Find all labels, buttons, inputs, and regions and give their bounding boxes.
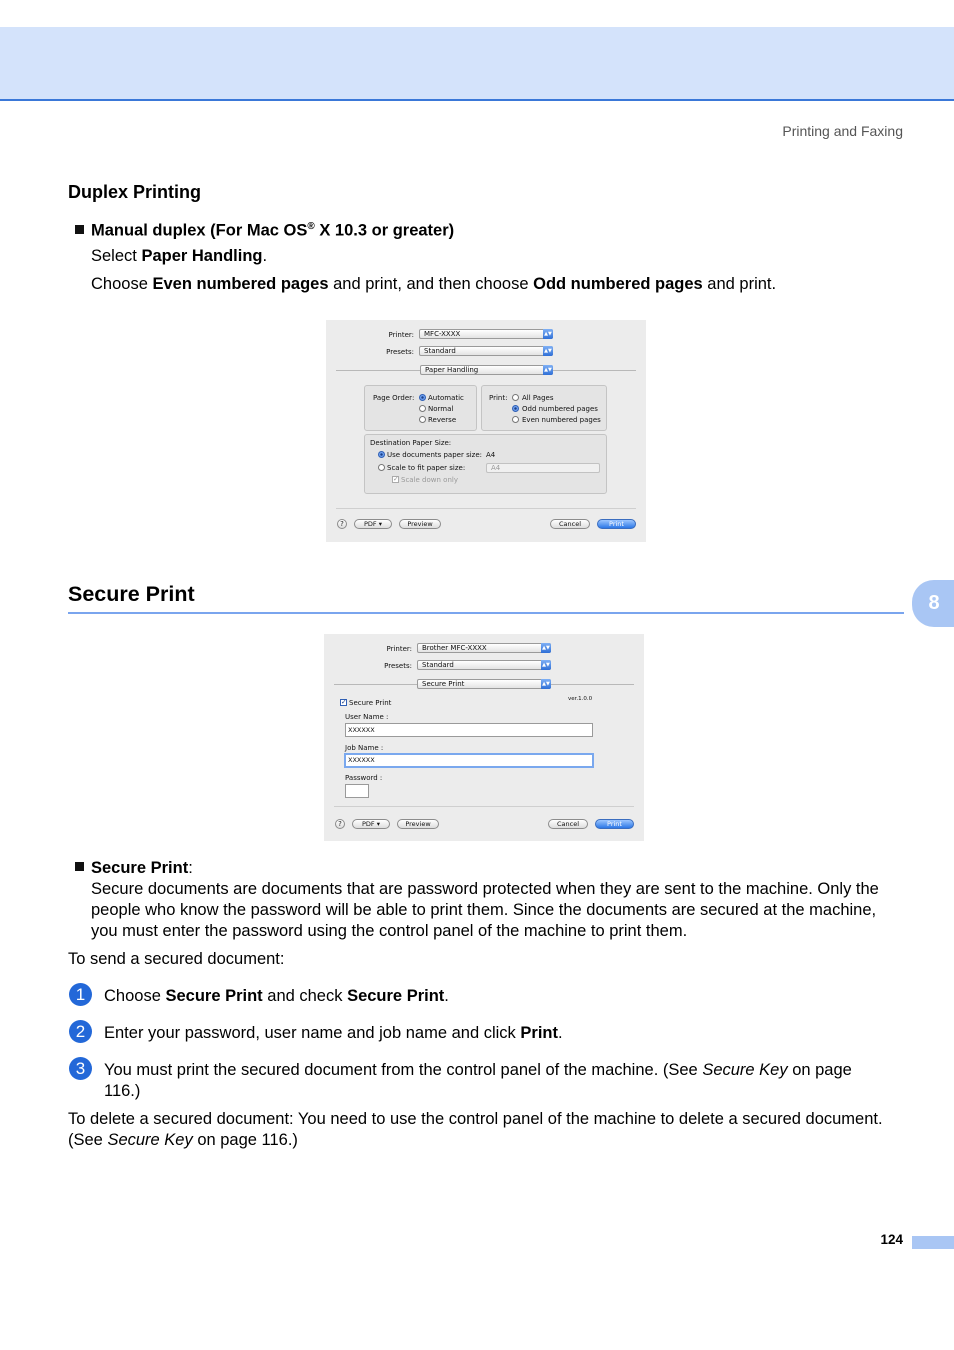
order-normal-label: Normal xyxy=(428,405,454,413)
panel-popup[interactable]: Paper Handling ▲▼ xyxy=(420,365,553,375)
password-label: Password : xyxy=(345,774,383,782)
even-pages-label: Even numbered pages xyxy=(522,416,601,424)
user-name-input[interactable]: XXXXXX xyxy=(345,723,593,737)
secure-bullet-title: Secure Print: xyxy=(75,858,193,879)
order-normal-radio[interactable] xyxy=(419,405,426,412)
preview-button[interactable]: Preview xyxy=(397,819,439,829)
chapter-tab: 8 xyxy=(912,580,954,627)
secure-bullet-text: Secure documents are documents that are password protected when they are sent to the machine. Only the people who know the password will be able to print them. Since the documents are secured at the machine, you must enter the password using the control panel of the machine to print them. xyxy=(91,880,879,940)
cancel-button[interactable]: Cancel xyxy=(548,819,588,829)
order-reverse-label: Reverse xyxy=(428,416,457,424)
destination-label: Destination Paper Size: xyxy=(370,439,452,447)
order-reverse-radio[interactable] xyxy=(419,416,426,423)
page-order-label: Page Order: xyxy=(373,394,415,402)
panel-popup[interactable]: Secure Print ▲▼ xyxy=(417,679,551,689)
use-doc-size-label: Use documents paper size: xyxy=(387,451,483,459)
version-label: ver.1.0.0 xyxy=(568,696,593,702)
pdf-button[interactable]: PDF ▾ xyxy=(354,519,392,529)
all-pages-label: All Pages xyxy=(522,394,554,402)
scale-down-label: Scale down only xyxy=(401,476,458,484)
even-pages-radio[interactable] xyxy=(512,416,519,423)
scale-fit-radio[interactable] xyxy=(378,464,385,471)
popup-arrows-icon: ▲▼ xyxy=(544,331,552,337)
help-button[interactable]: ? xyxy=(337,519,347,529)
step-1-text: Choose Secure Print and check Secure Print. xyxy=(104,987,449,1005)
user-name-label: User Name : xyxy=(345,713,389,721)
separator xyxy=(334,806,634,807)
use-doc-size-value: A4 xyxy=(486,451,496,459)
step-number-3: 3 xyxy=(69,1057,92,1080)
order-automatic-label: Automatic xyxy=(428,394,464,402)
duplex-bullet-title: Manual duplex (For Mac OS® X 10.3 or greater) xyxy=(75,216,454,242)
all-pages-radio[interactable] xyxy=(512,394,519,401)
popup-arrows-icon: ▲▼ xyxy=(542,681,550,687)
help-button[interactable]: ? xyxy=(335,819,345,829)
popup-arrows-icon: ▲▼ xyxy=(544,367,552,373)
page-number: 124 xyxy=(880,1232,903,1247)
running-head: Printing and Faxing xyxy=(782,123,903,139)
pdf-button[interactable]: PDF ▾ xyxy=(352,819,390,829)
popup-arrows-icon: ▲▼ xyxy=(542,645,550,651)
secure-print-dialog-screenshot xyxy=(324,634,644,841)
printer-label: Printer: xyxy=(386,645,412,653)
to-send-text: To send a secured document: xyxy=(68,950,285,968)
scale-fit-label: Scale to fit paper size: xyxy=(387,464,466,472)
heading-rule xyxy=(68,612,904,614)
scale-down-checkbox[interactable]: ✓ xyxy=(393,475,399,483)
printer-label: Printer: xyxy=(388,331,414,339)
duplex-line-select: Select Paper Handling. xyxy=(91,247,268,265)
job-name-label: Job Name : xyxy=(345,744,384,752)
step-2-text: Enter your password, user name and job name and click Print. xyxy=(104,1024,563,1042)
popup-arrows-icon: ▲▼ xyxy=(542,662,550,668)
separator xyxy=(336,508,636,509)
bullet-square-icon xyxy=(75,225,84,234)
presets-popup[interactable]: Standard ▲▼ xyxy=(419,346,553,356)
print-label: Print: xyxy=(489,394,508,402)
print-button[interactable]: Print xyxy=(595,819,634,829)
presets-label: Presets: xyxy=(384,662,412,670)
page-number-bar xyxy=(912,1236,954,1249)
delete-text: To delete a secured document: You need to use the control panel of the machine to delete a secured document. (See Secure Key on page 116.) xyxy=(68,1110,883,1149)
presets-popup[interactable]: Standard ▲▼ xyxy=(417,660,551,670)
duplex-heading: Duplex Printing xyxy=(68,182,202,202)
step-number-2: 2 xyxy=(69,1020,92,1043)
bullet-square-icon xyxy=(75,862,84,871)
step-number-1: 1 xyxy=(69,983,92,1006)
duplex-line-choose: Choose Even numbered pages and print, and then choose Odd numbered pages and print. xyxy=(91,275,777,293)
password-input[interactable] xyxy=(345,784,369,798)
preview-button[interactable]: Preview xyxy=(399,519,441,529)
job-name-input[interactable]: XXXXXX xyxy=(344,753,594,768)
order-automatic-radio[interactable] xyxy=(419,394,426,401)
step-3-text: You must print the secured document from the control panel of the machine. (See Secure Key on page 116.) xyxy=(104,1061,852,1100)
printer-popup[interactable]: Brother MFC-XXXX ▲▼ xyxy=(417,643,551,653)
use-doc-size-radio[interactable] xyxy=(378,451,385,458)
odd-pages-label: Odd numbered pages xyxy=(522,405,598,413)
cancel-button[interactable]: Cancel xyxy=(550,519,590,529)
secure-print-checkbox[interactable]: ✓ xyxy=(341,698,347,706)
header-band xyxy=(0,27,954,101)
secure-print-heading: Secure Print xyxy=(68,582,195,606)
scale-fit-popup[interactable]: A4 xyxy=(486,463,600,473)
presets-label: Presets: xyxy=(386,348,414,356)
paper-handling-dialog-screenshot xyxy=(326,320,646,542)
popup-arrows-icon: ▲▼ xyxy=(544,348,552,354)
odd-pages-radio[interactable] xyxy=(512,405,519,412)
printer-popup[interactable]: MFC-XXXX ▲▼ xyxy=(419,329,553,339)
print-button[interactable]: Print xyxy=(597,519,636,529)
secure-print-check-label: Secure Print xyxy=(349,699,392,707)
